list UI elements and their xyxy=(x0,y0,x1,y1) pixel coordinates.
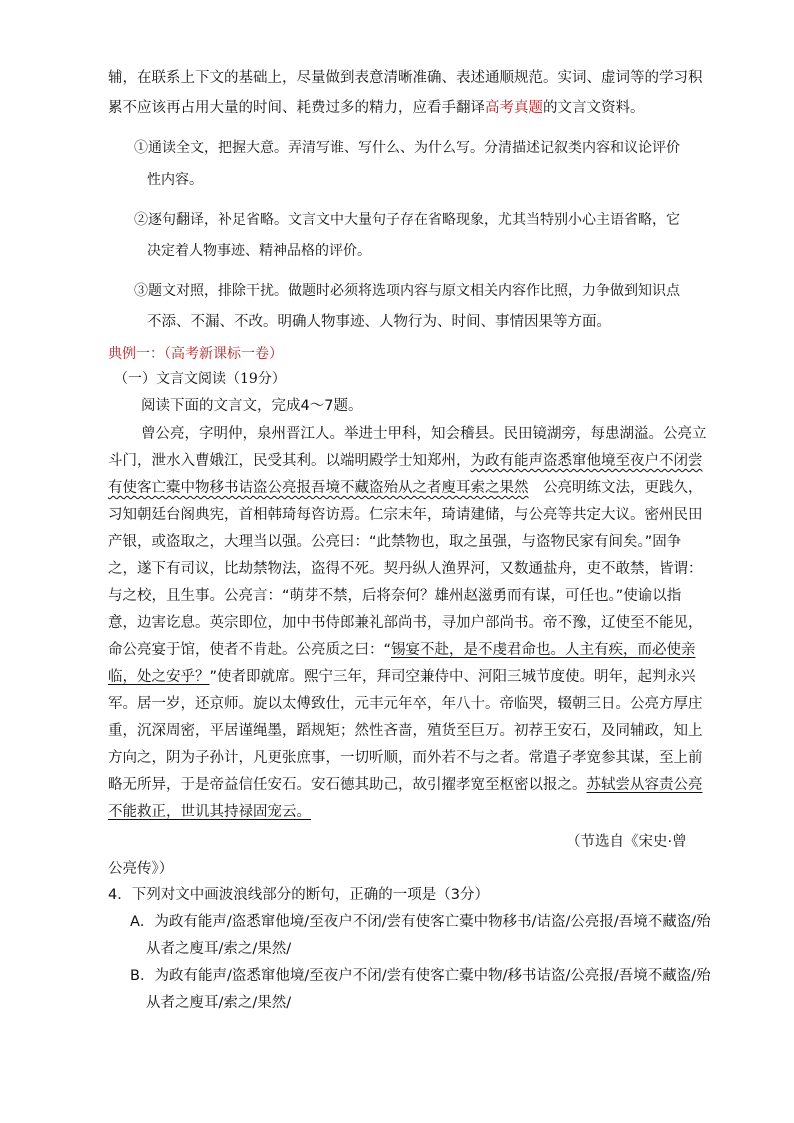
option-b-line-1: B．为政有能声/盗悉窜他境/至夜户不闭/尝有使客亡橐中物/移书诘盗/公亮报/吾境不藏盗/殆 xyxy=(130,968,711,984)
passage-text: 命公亮宴于馆，使者不肯赴。公亮质之曰：“ xyxy=(108,642,392,658)
highlight-text: 高考真题 xyxy=(485,100,543,116)
step-1-line-1: ①通读全文，把握大意。弄清写谁、写什么、为什么写。分清描述记叙类内容和议论评价 xyxy=(134,140,680,156)
passage-line-13: 方向之，阴为子孙计，凡更张庶事，一切听顺，而外若不与之者。常遣子孝宽参其谋，至上前 xyxy=(108,750,703,766)
option-a-line-1: A．为政有能声/盗悉窜他境/至夜户不闭/尝有使客亡橐中物移书/诘盗/公亮报/吾境不藏盗/殆 xyxy=(130,914,711,930)
step-2-line-2: 决定着人物事迹、精神品格的评价。 xyxy=(147,243,371,259)
intro-text-end: 的文言文资料。 xyxy=(543,100,645,116)
passage-line-15 xyxy=(108,802,311,822)
wavy-underlined-text: 为政有能声盗悉窜他境至夜户不闭尝 xyxy=(470,453,703,469)
passage-line-1: 曾公亮，字明仲，泉州晋江人。举进士甲科，知会稽县。民田镜湖旁，每患湖溢。公亮立 xyxy=(141,426,707,442)
passage-line-10 xyxy=(108,667,696,687)
source-citation-end: 公亮传》） xyxy=(108,861,174,877)
passage-line-3 xyxy=(108,478,703,498)
passage-text: 公亮明练文法，更践久， xyxy=(528,480,703,496)
intro-text: 累不应该再占用大量的时间、耗费过多的精力，应看手翻译 xyxy=(108,100,485,116)
passage-line-12: 重，沉深周密，平居谨绳墨，蹈规矩；然性吝啬，殖货至巨万。初荐王安石，及同辅政，知上 xyxy=(108,723,703,739)
passage-line-6: 之，遂下有司议，比劫禁物法，盗得不死。契丹纵人渔界河，又数通盐舟，吏不敢禁，皆谓： xyxy=(108,561,703,577)
source-citation: （节选自《宋史·曾 xyxy=(566,834,687,850)
underlined-text: 不能救正，世讥其持禄固宠云。 xyxy=(108,804,311,820)
passage-line-8: 意，边害讫息。英宗即位，加中书侍郎兼礼部尚书，寻加户部尚书。帝不豫，辽使至不能见， xyxy=(108,615,703,631)
passage-line-14 xyxy=(108,775,703,795)
passage-text: 斗门，泄水入曹娥江，民受其利。以端明殿学士知郑州， xyxy=(108,453,471,469)
step-3-line-1: ③题文对照，排除干扰。做题时必须将选项内容与原文相关内容作比照，力争做到知识点 xyxy=(134,283,680,299)
passage-line-2 xyxy=(108,451,703,471)
step-3-line-2: 不添、不漏、不改。明确人物事迹、人物行为、时间、事情因果等方面。 xyxy=(147,314,611,330)
question-4: 4．下列对文中画波浪线部分的断句，正确的一项是（3分） xyxy=(108,887,489,903)
step-2-line-1: ②逐句翻译，补足省略。文言文中大量句子存在省略现象，尤其当特别小心主语省略，它 xyxy=(134,212,680,228)
intro-line-1: 辅，在联系上下文的基础上，尽量做到表意清晰准确、表述通顺规范。实词、虚词等的学习积 xyxy=(108,70,703,86)
passage-line-9 xyxy=(108,640,696,660)
wavy-underlined-text: 有使客亡橐中物移书诘盗公亮报吾境不藏盗殆从之者廋耳索之果然 xyxy=(108,480,529,496)
option-b-line-2: 从者之廋耳/索之/果然/ xyxy=(146,995,292,1011)
example-title: 典例一：（高考新课标一卷） xyxy=(108,346,283,362)
section-title: （一）文言文阅读（19分） xyxy=(114,371,286,387)
underlined-text: 苏轼尝从容责公亮 xyxy=(586,777,703,793)
intro-line-2 xyxy=(108,98,645,118)
option-a-line-2: 从者之廋耳/索之/果然/ xyxy=(146,941,292,957)
passage-line-11: 军。居一岁，还京师。旋以太傅致仕，元丰元年卒，年八十。帝临哭，辍朝三日。公亮方厚庄 xyxy=(108,696,703,712)
underlined-text: 锡宴不赴，是不虔君命也。人主有疾，而必使亲 xyxy=(391,642,696,658)
step-1-line-2: 性内容。 xyxy=(147,172,203,188)
passage-line-7: 与之校，且生事。公亮言：“萌芽不禁，后将奈何？雄州赵滋勇而有谋，可任也。”使谕以指 xyxy=(108,588,682,604)
passage-text: ”使者即就席。熙宁三年，拜司空兼侍中、河阳三城节度使。明年，起判永兴 xyxy=(209,669,696,685)
passage-line-5: 产银，或盗取之，大理当以强。公亮曰：“此禁物也，取之虽强，与盗物民家有间矣。”固争 xyxy=(108,534,682,550)
passage-text: 略无所异，于是帝益信任安石。安石德其助己，故引擢孝宽至枢密以报之。 xyxy=(108,777,587,793)
instruction: 阅读下面的文言文，完成4～7题。 xyxy=(141,398,363,414)
underlined-text: 临，处之安乎？ xyxy=(108,669,210,685)
passage-line-4: 习知朝廷台阁典宪，首相韩琦每咨访焉。仁宗末年，琦请建储，与公亮等共定大议。密州民田 xyxy=(108,507,703,523)
